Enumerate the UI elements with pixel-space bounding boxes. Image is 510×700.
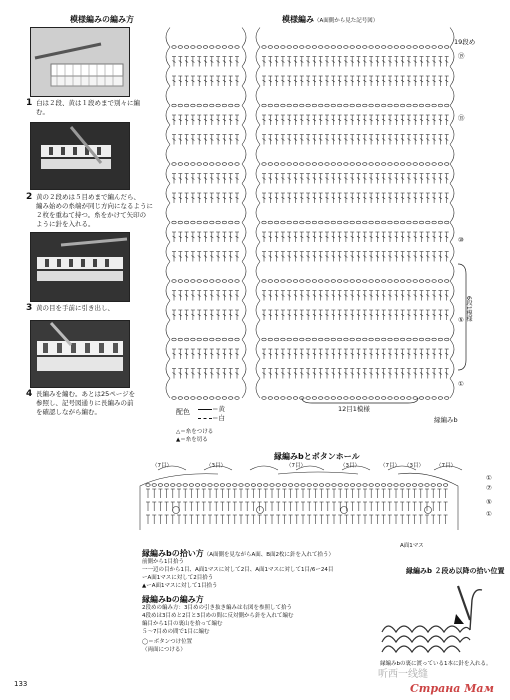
color-key-yellow [198,405,225,414]
step-2-number: 2 [26,192,33,202]
page-number: 133 [14,680,28,688]
pickup-line: ▲ーA面1マスに対して1目拾う [142,583,218,589]
row-label-10: ⑩ [458,236,464,244]
step-1-line: む。 [36,108,49,116]
row-label-15: ⑮ [458,114,465,122]
watermark-logo: Страна Мам [410,682,494,695]
step-1-number: 1 [26,98,33,108]
border-row-5: ⑤ [486,498,492,506]
detail-illustration [378,580,490,660]
watermark-cn: 听西一线缝 [378,669,428,680]
step-2-photo [30,122,130,190]
step-4-text [36,390,135,417]
pattern-subtitle: （A面側から見た記号図） [314,18,379,24]
step-2-line: 黄の２段めは５目めまで編んだら、 [36,193,140,201]
step-4-photo [30,320,130,388]
border-title: 縁編みbとボタンホール [274,452,360,461]
step-2-line: ように針を入れる。 [36,220,95,228]
crochet-chart [160,24,460,412]
row-label-19b: ⑲ [458,52,465,60]
count-3: （7目） [286,463,306,469]
count-4: （3目） [340,463,360,469]
step-3-line: 黄の目を手前に引き出し、 [36,304,114,312]
color-key-white [198,414,225,423]
edge-line: ５〜7目めの間で1目に編む [142,629,210,635]
row-label-1: ① [458,380,464,388]
side-bracket [456,262,472,372]
step-1-photo [30,27,130,97]
row-label-19: 19段め [454,38,476,46]
repeat-label: 12目1模様 [338,405,370,413]
step-2-line: ２枚を重ねて持つ。糸をかけて矢印の [36,211,147,219]
steps-title: 模様編みの編み方 [70,15,134,24]
pickup-line: 前側から1目拾う [142,559,184,565]
step-3-image [31,233,129,301]
color-key-white-text: ＝白 [212,414,225,422]
step-1-image [31,28,129,96]
pickup-line: ーA面1マスに対して2目拾う [142,575,214,581]
edge-title: 縁編みbの編み方 [142,595,204,604]
step-3-photo [30,232,130,302]
edge-lines [142,604,294,654]
count-6: （3目） [404,463,424,469]
pattern-title-text: 模様編み [282,15,314,24]
pickup-title-note: （A面側を見ながらA面、B面2枚に針を入れて拾う） [203,552,335,558]
side-repeat-label: 6段1模様 [465,296,472,322]
border-chart [128,462,473,546]
detail-title: 縁編みb ２段め以降の拾い位置 [406,567,505,575]
detail-caption: 縁編みbの裏に渡っている1本に針を入れる。 [380,661,492,667]
edge-line: 編目から1目の裏山を拾って編む [142,621,223,627]
count-2: （3目） [206,463,226,469]
border-b-label: 縁編みb [434,416,458,424]
color-key-title: 配色 [176,408,190,416]
pickup-title-text: 縁編みbの拾い方 [142,549,204,558]
border-center-label: A面1マス [400,543,424,549]
pickup-lines [142,558,333,590]
row-label-5: ⑤ [458,316,464,324]
step-3-text [36,304,114,313]
step-1-text [36,99,140,117]
step-4-line: 参照し、記号図通りに長編みの前 [36,399,134,407]
border-row-1: ① [486,474,492,482]
count-1: （7目） [152,463,172,469]
step-1-line: 白は２段、黄は１段めまで別々に編 [36,99,140,107]
count-5: （7目） [380,463,400,469]
border-row-7: ⑦ [486,484,492,492]
note-cut-yarn: ▲＝糸を切る [176,437,208,443]
step-4-image [31,321,129,387]
step-4-line: を確認しながら編む。 [36,408,101,416]
edge-line: 4段めは3目めと2目と3目めの間に反対側から針を入れて編む [142,613,294,619]
button-position-note: ◯＝ボタンつけ位置 [142,639,193,645]
note-attach-yarn: △＝糸をつける [176,429,214,435]
step-3-number: 3 [26,303,33,313]
edge-line: 2段めの編み方：3目めの引き抜き編みは右図を参照して拾う [142,605,293,611]
step-2-image [31,123,129,189]
button-both-sides-note: （両面につける） [142,647,186,653]
pickup-line: 一一辺の目から1目、A面1マスに対して2目、A面1マスに対して1目/6ー24目 [142,567,334,573]
step-2-line: 編み始めの糸端が同じ方向になるように [36,202,153,210]
color-key-yellow-text: ＝黄 [212,405,225,413]
count-7: （7目） [436,463,456,469]
step-4-line: 長編みを編む。あとは25ページを [36,390,136,398]
step-2-text [36,193,153,229]
border-row-1b: ① [486,510,492,518]
step-4-number: 4 [26,389,33,399]
